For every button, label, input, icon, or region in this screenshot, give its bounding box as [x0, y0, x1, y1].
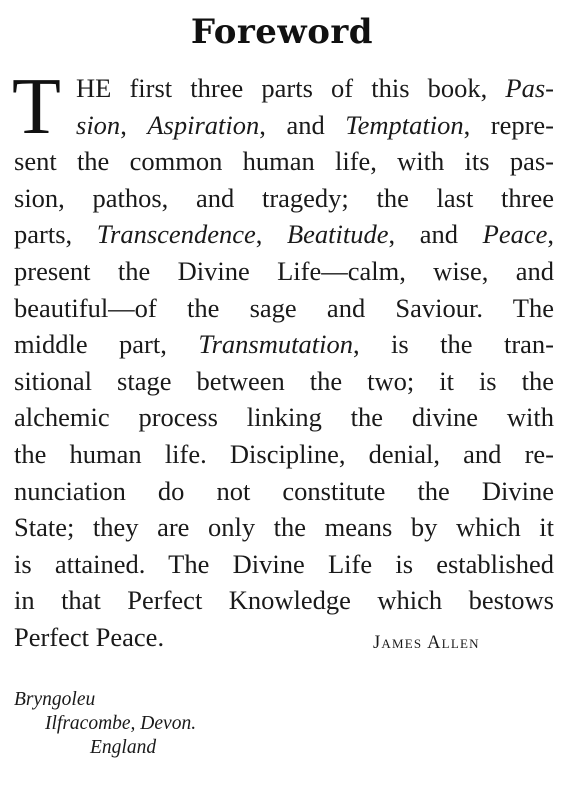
text-run: sion, pathos, and tragedy; the last three [14, 182, 554, 213]
text-run: the human life. Discipline, denial, and re- [14, 438, 554, 469]
text-run: Transcendence [96, 219, 256, 250]
text-line [14, 399, 554, 436]
text-run: sion [76, 109, 121, 140]
address-line: Bryngoleu [14, 689, 96, 710]
drop-cap: T [12, 63, 61, 151]
text-line [14, 363, 554, 400]
text-run: Temptation [345, 109, 464, 140]
text-run: Beatitude [286, 219, 389, 250]
text-run: is attained. The Divine Life is established [14, 548, 554, 579]
text-run: , [547, 219, 554, 250]
text-line [14, 436, 554, 473]
address-line: England [90, 737, 157, 758]
text-line [14, 253, 554, 290]
text-run: beautiful—of the sage and Saviour. The [14, 292, 554, 323]
text-line [14, 107, 554, 144]
text-run: State; they are only the means by which it [14, 512, 554, 543]
text-run: present the Divine Life—calm, wise, and [14, 255, 554, 286]
text-run: Transmutation [198, 329, 353, 360]
text-line [14, 216, 554, 253]
text-run: nunciation do not constitute the Divine [14, 475, 554, 506]
text-line [14, 70, 554, 107]
text-run: middle part, [14, 329, 199, 360]
text-line [14, 509, 554, 546]
page-title: Foreword [190, 12, 374, 52]
text-run: sent the common human life, with its pas- [14, 146, 554, 177]
foreword-body [12, 63, 554, 656]
text-run: in that Perfect Knowledge which bestows [14, 585, 554, 616]
text-run: Pas- [505, 73, 554, 103]
text-run: Perfect Peace. [14, 621, 165, 652]
text-line [14, 180, 554, 217]
text-run: Aspiration [147, 109, 260, 140]
text-line [14, 290, 554, 327]
author-signature: James Allen [373, 633, 480, 653]
text-run: , is the tran- [352, 329, 554, 360]
text-line [14, 473, 554, 510]
text-run: , repre- [463, 109, 554, 140]
address-block [14, 688, 196, 760]
text-line [14, 143, 554, 180]
text-line [14, 326, 554, 363]
text-run: parts, [14, 219, 97, 250]
text-run: sitional stage between the two; it is the [14, 365, 554, 396]
text-run: alchemic process linking the divine with [14, 402, 554, 433]
address-line: Ilfracombe, Devon. [45, 713, 197, 734]
text-run: Peace [482, 219, 548, 250]
text-line [14, 582, 554, 619]
text-run: HE first three parts of this book, [76, 73, 506, 103]
text-run: , [255, 219, 287, 250]
text-line [14, 546, 554, 583]
text-run: , and [259, 109, 346, 140]
text-run: , [120, 109, 148, 140]
text-run: , and [388, 219, 483, 250]
